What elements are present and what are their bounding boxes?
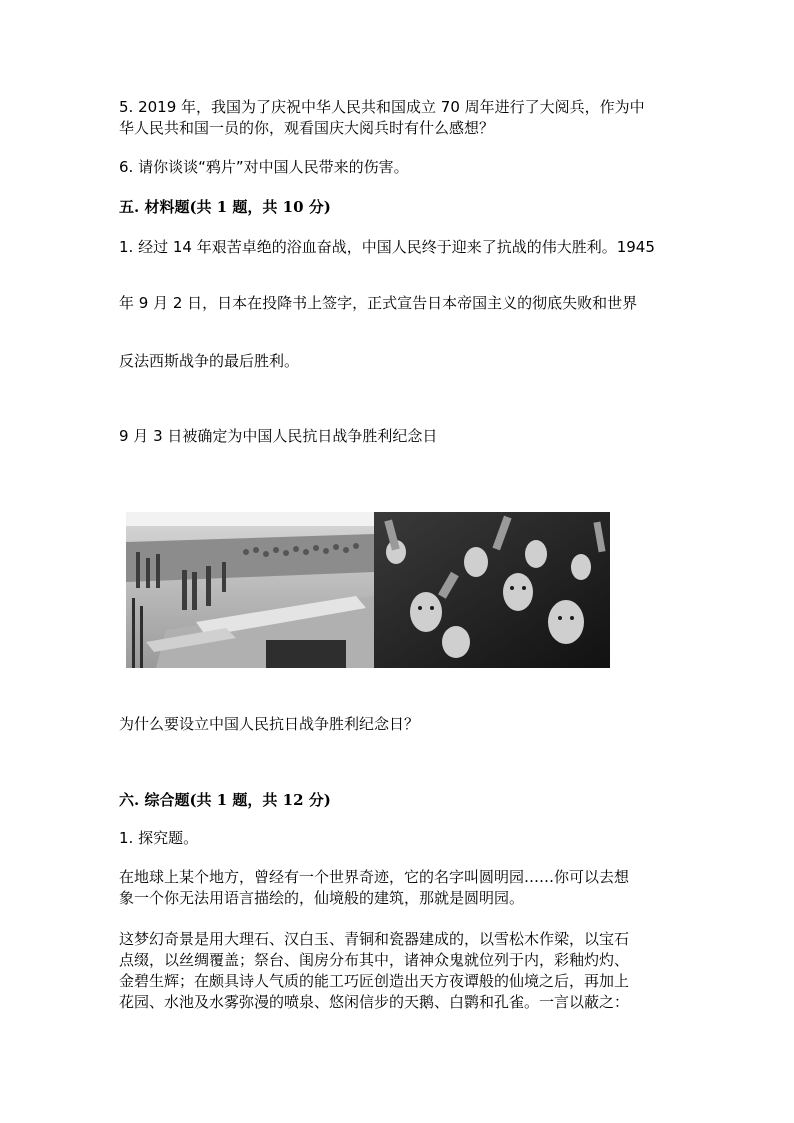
material-line-1: 1. 经过 14 年艰苦卓绝的浴血奋战，中国人民终于迎来了抗战的伟大胜利。1945 [119,238,655,256]
yuanmingyuan-p2-line-2: 点缀，以丝绸覆盖；祭台、闺房分布其中，诸神众鬼就位列于内，彩釉灼灼、 [119,951,630,969]
q5-line-1: 5. 2019 年，我国为了庆祝中华人民共和国成立 70 周年进行了大阅兵，作为中 [119,98,645,116]
material-line-3: 反法西斯战争的最后胜利。 [119,352,300,370]
yuanmingyuan-p2-line-3: 金碧生辉；在颇具诗人气质的能工巧匠创造出天方夜谭般的仙境之后，再加上 [119,972,630,990]
section-5-title: 五. 材料题(共 1 题，共 10 分) [119,198,331,216]
inquiry-item: 1. 探究题。 [119,829,199,847]
material-line-4: 9 月 3 日被确定为中国人民抗日战争胜利纪念日 [119,427,438,445]
q6-text: 6. 请你谈谈“鸦片”对中国人民带来的伤害。 [119,158,409,176]
material-question: 为什么要设立中国人民抗日战争胜利纪念日？ [119,715,420,733]
yuanmingyuan-p2-line-1: 这梦幻奇景是用大理石、汉白玉、青铜和瓷器建成的，以雪松木作梁，以宝石 [119,930,630,948]
material-line-2: 年 9 月 2 日，日本在投降书上签字，正式宣告日本帝国主义的彻底失败和世界 [119,294,638,312]
section-6-title: 六. 综合题(共 1 题，共 12 分) [119,791,331,809]
yuanmingyuan-p1-line-2: 象一个你无法用语言描绘的，仙境般的建筑，那就是圆明园。 [119,889,525,907]
yuanmingyuan-p1-line-1: 在地球上某个地方，曾经有一个世界奇迹，它的名字叫圆明园……你可以去想 [119,868,630,886]
q5-line-2: 华人民共和国一员的你，观看国庆大阅兵时有什么感想？ [119,119,495,137]
victory-celebration-photo [126,512,610,668]
yuanmingyuan-p2-line-4: 花园、水池及水雾弥漫的喷泉、悠闲信步的天鹅、白鹮和孔雀。一言以蔽之： [119,993,630,1011]
